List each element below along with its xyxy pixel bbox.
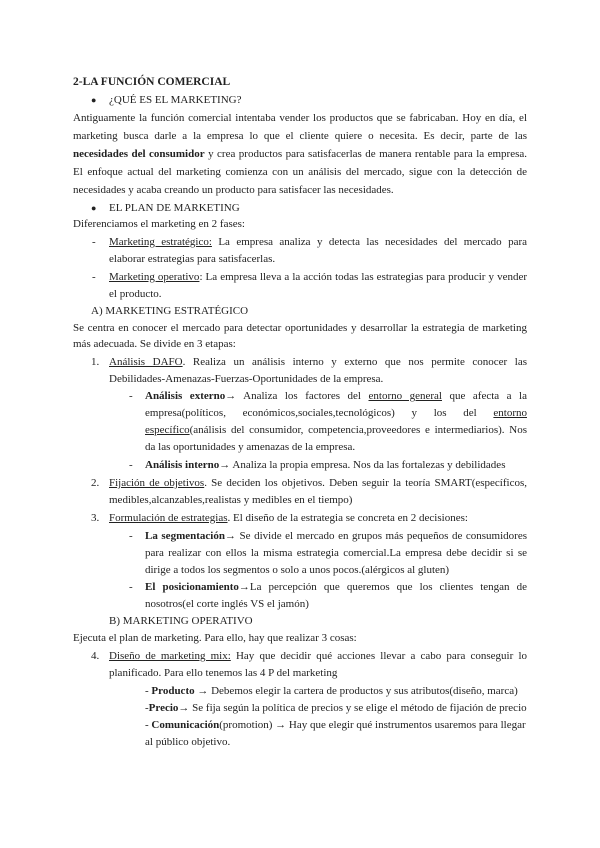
sub-item-line: empresa(políticos, económicos,sociales,tecnológicos) y los del entorno (145, 407, 527, 419)
marketing-mix-item: al público objetivo. (145, 736, 231, 748)
sub-item-line: La segmentación→ Se divide el mercado en grupos más pequeños de consumidores (145, 530, 527, 542)
sub-item-line: El posicionamiento→La percepción que queremos que los clientes tengan de (145, 581, 528, 593)
list-item-line: Fijación de objetivos. Se deciden los objetivos. Deben seguir la teoría SMART(específicos, (109, 477, 527, 489)
list-number: 4. (91, 650, 100, 662)
bullet-heading-plan: EL PLAN DE MARKETING (109, 202, 240, 214)
list-item-line: elaborar estrategias para satisfacerlas. (109, 253, 276, 265)
list-item-line: Análisis DAFO. Realiza un análisis interno y externo que nos permite conocer las (109, 356, 527, 368)
paragraph-line: Se centra en conocer el mercado para detectar oportunidades y desarrollar la estrategia de marketing (73, 322, 527, 334)
paragraph-line: necesidades y acaba creando un producto para satisfacer las necesidades. (73, 184, 394, 196)
marketing-mix-item: - Comunicación(promotion) → Hay que elegir qué instrumentos usaremos para llegar (145, 719, 526, 731)
sub-item-line: nosotros(el corte inglés VS el jamón) (145, 598, 309, 610)
list-item-line: Marketing operativo: La empresa lleva a la acción todas las estrategias para producir y vender (109, 271, 527, 283)
underlined-term: Marketing estratégico: (109, 236, 212, 248)
bullet-icon: ● (91, 203, 97, 213)
paragraph-line: Ejecuta el plan de marketing. Para ello, hay que realizar 3 cosas: (73, 632, 357, 644)
dash-icon: - (129, 390, 133, 402)
list-item-line: el producto. (109, 288, 162, 300)
paragraph-line: Diferenciamos el marketing en 2 fases: (73, 218, 245, 230)
section-title: 2-LA FUNCIÓN COMERCIAL (73, 76, 231, 88)
bold-term: El posicionamiento→ (145, 581, 250, 593)
list-item-line: Debilidades-Amenazas-Fuerzas-Oportunidades de la empresa. (109, 373, 384, 385)
subsection-heading-b: B) MARKETING OPERATIVO (109, 615, 253, 627)
dash-icon: - (129, 530, 133, 542)
bold-term: necesidades del consumidor (73, 148, 205, 160)
bold-term: Análisis externo→ (145, 390, 237, 402)
list-item-line: medibles,alcanzables,realistas y medibles en el tiempo) (109, 494, 353, 506)
paragraph-line: El enfoque actual del marketing comienza con un análisis del mercado, sigue con la detección de (73, 166, 527, 178)
underlined-term: Diseño de marketing mix: (109, 650, 231, 662)
sub-item-line: Análisis interno→ Analiza la propia empresa. Nos da las fortalezas y debilidades (145, 459, 506, 471)
marketing-mix-item: -Precio→ Se fija según la política de precios y se elige el método de fijación de precio (145, 702, 527, 714)
list-number: 2. (91, 477, 100, 489)
underlined-term: Fijación de objetivos (109, 477, 205, 489)
sub-item-line: Análisis externo→ Analiza los factores del entorno general que afecta a la (145, 390, 527, 402)
dash-icon: - (92, 236, 96, 248)
dash-icon: - (129, 581, 133, 593)
paragraph-line: necesidades del consumidor y crea productos para satisfacerlas de manera rentable para la empresa. (73, 148, 527, 160)
sub-item-line: para realizar con ellos la misma estrategia comercial.La empresa debe decidir si se (145, 547, 527, 559)
sub-item-line: da las oportunidades y amenazas de la empresa. (145, 441, 356, 453)
list-item-line: Diseño de marketing mix: Hay que decidir qué acciones llevar a cabo para conseguir lo (109, 650, 527, 662)
bold-term: Análisis interno→ (145, 459, 231, 471)
underlined-term: Análisis DAFO (109, 356, 183, 368)
bold-term: Comunicación (151, 719, 220, 731)
subsection-heading-a: A) MARKETING ESTRATÉGICO (91, 305, 249, 317)
paragraph-line: más adecuada. Se divide en 3 etapas: (73, 338, 236, 350)
underlined-term: entorno general (368, 390, 442, 402)
sub-item-line: dirige a todos los segmentos o solo a unos pocos.(alérgicos al gluten) (145, 564, 450, 576)
list-number: 3. (91, 512, 100, 524)
underlined-term: Formulación de estrategias (109, 512, 228, 524)
bullet-icon: ● (91, 95, 97, 105)
list-number: 1. (91, 356, 100, 368)
dash-icon: - (92, 271, 96, 283)
bold-term: Precio→ (148, 702, 190, 714)
paragraph-line: Antiguamente la función comercial intentaba vender los productos que se fabricaban. Hoy en día, el (73, 112, 527, 124)
sub-item-line: específico(análisis del consumidor, competencia,proveedores e intermediarios). Nos (145, 424, 527, 436)
paragraph-line: marketing busca darle a la empresa lo que el cliente quiere o necesita. Es decir, parte de las (73, 130, 527, 142)
underlined-term: específico (145, 424, 190, 436)
bold-term: Producto (151, 685, 195, 697)
list-item-line: Formulación de estrategias. El diseño de la estrategia se concreta en 2 decisiones: (109, 512, 468, 524)
bullet-heading-marketing: ¿QUÉ ES EL MARKETING? (109, 94, 242, 106)
underlined-term: entorno (493, 407, 527, 419)
bold-term: La segmentación→ (145, 530, 236, 542)
list-item-line: Marketing estratégico: La empresa analiza y detecta las necesidades del mercado para (109, 236, 527, 248)
marketing-mix-item: - Producto → Debemos elegir la cartera de productos y sus atributos(diseño, marca) (145, 685, 518, 697)
dash-icon: - (129, 459, 133, 471)
list-item-line: planificado. Para ello tenemos las 4 P del marketing (109, 667, 338, 679)
underlined-term: Marketing operativo (109, 271, 200, 283)
